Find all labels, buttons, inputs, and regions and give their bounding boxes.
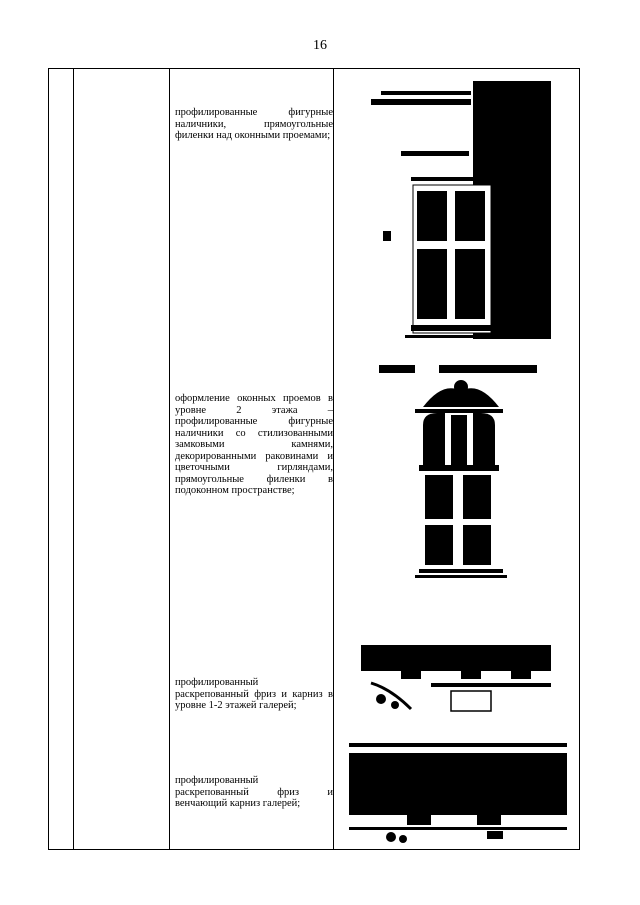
crowning-cornice-photo (347, 741, 569, 845)
window-with-rectangular-panel-photo (371, 81, 551, 341)
page-number: 16 (313, 38, 327, 53)
row-2-description: оформление оконных проемов в уровне 2 этажа – профилированные фигурные наличники со стилизованными замковыми камнями, декорированными раковинами и цветочными гирляндами, прямоугольные филенки в подоконном пространстве; (175, 393, 333, 496)
column-divider-2 (169, 69, 170, 849)
row-3-description: профилированный раскрепованный фриз и карниз в уровне 1-2 этажей галерей; (175, 677, 333, 711)
frieze-and-cornice-photo (361, 639, 551, 719)
arched-window-with-keystone-photo (379, 361, 539, 581)
column-divider-1 (73, 69, 74, 849)
column-divider-3 (333, 69, 334, 849)
document-table (48, 68, 580, 850)
row-4-description: профилированный раскрепованный фриз и венчающий карниз галерей; (175, 775, 333, 809)
row-1-description: профилированные фигурные наличники, прямоугольные филенки над оконными проемами; (175, 107, 333, 141)
